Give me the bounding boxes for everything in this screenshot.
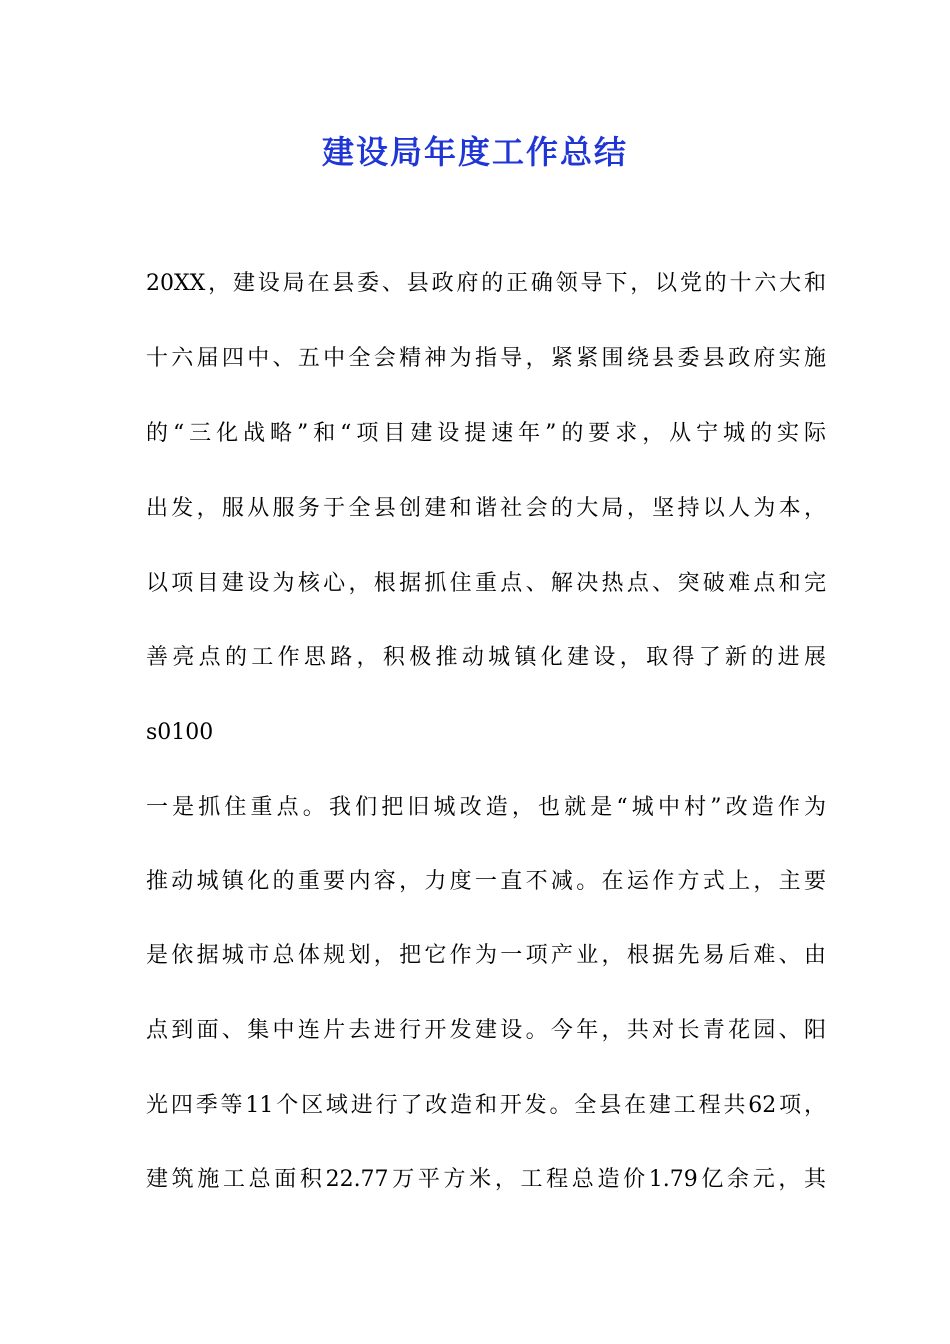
text-line: 出发，服从服务于全县创建和谐社会的大局，坚持以人为本， [146, 496, 826, 521]
text-line: 以项目建设为核心，根据抓住重点、解决热点、突破难点和完 [146, 571, 826, 596]
text-line: 的“三化战略”和“项目建设提速年”的要求，从宁城的实际 [146, 421, 826, 446]
text-line: s0100 [146, 720, 214, 745]
text-line: 一是抓住重点。我们把旧城改造，也就是“城中村”改造作为 [146, 795, 826, 820]
text-line: 20XX，建设局在县委、县政府的正确领导下，以党的十六大和 [146, 271, 826, 296]
text-line: 十六届四中、五中全会精神为指导，紧紧围绕县委县政府实施 [146, 346, 826, 371]
document-title: 建设局年度工作总结 [321, 133, 628, 171]
text-line: 光四季等11个区域进行了改造和开发。全县在建工程共62项， [146, 1093, 826, 1118]
text-line: 善亮点的工作思路，积极推动城镇化建设，取得了新的进展 [146, 645, 826, 670]
text-line: 推动城镇化的重要内容，力度一直不减。在运作方式上，主要 [146, 869, 826, 894]
text-line: 是依据城市总体规划，把它作为一项产业，根据先易后难、由 [146, 943, 826, 968]
text-line: 点到面、集中连片去进行开发建设。今年，共对长青花园、阳 [146, 1018, 826, 1043]
text-line: 建筑施工总面积22.77万平方米，工程总造价1.79亿余元，其 [146, 1167, 826, 1192]
